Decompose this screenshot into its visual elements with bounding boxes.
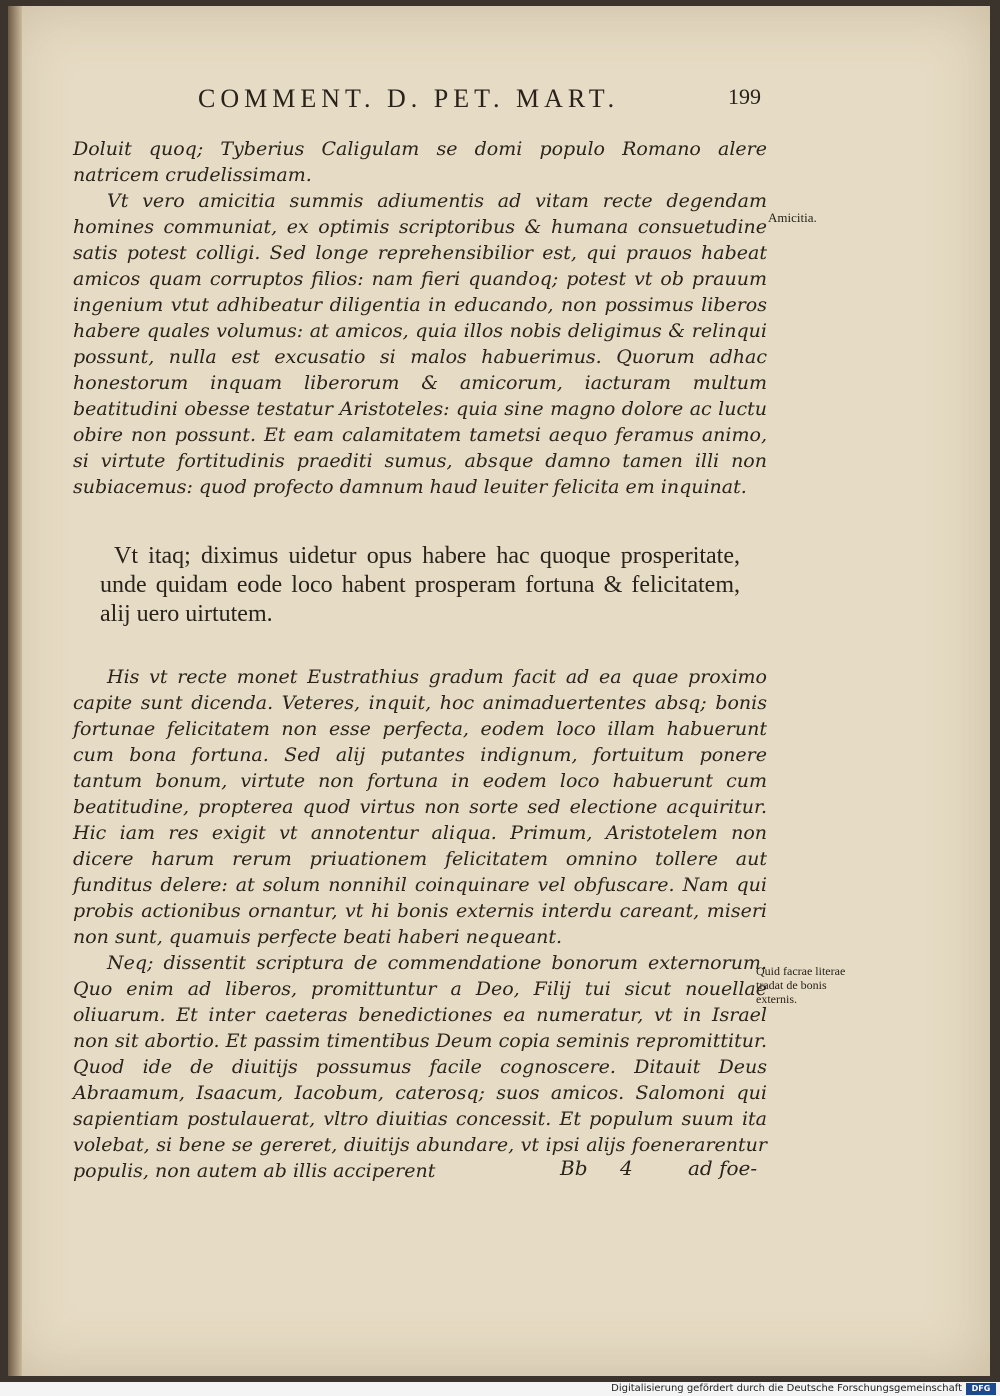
commentary-bottom (73, 664, 767, 1184)
margin-note-amicitia: Amicitia. (768, 210, 817, 225)
paragraph-1: Doluit quoq; Tyberius Caligulam se domi populo Romano alere natricem crudelissimam. (73, 138, 767, 186)
signature-number: 4 (620, 1156, 633, 1180)
catchword: ad foe- (688, 1156, 758, 1180)
commentary-top (73, 136, 767, 500)
paragraph-2: Vt vero amicitia summis adiumentis ad vitam recte degendam homines communiat, ex optimis scriptoribus & humana consuetudine satis potest colligi. Sed longe reprehensibilior est, qui prauos habeat amicos quam corruptos filios: nam fieri quandoq; potest vt ob prauum ingenium vtut adhibeatur diligentia in educando, non possimus liberos habere quales volumus: at amicos, quia illos nobis deligimus & relinqui possunt, nulla est excusatio si malos habuerimus. Quorum adhac honestorum inquam liberorum & amicorum, iacturam multum beatitudini obesse testatur Aristoteles: quia sine magno dolore ac luctu obire non possunt. Et eam calamitatem tametsi aequo feramus animo, si virtute fortitudinis praediti sumus, absque damno tamen illi non subiacemus: quod profecto damnum haud leuiter felicita em inquinat. (73, 190, 767, 498)
funding-credit: Digitalisierung gefördert durch die Deutsche Forschungsgemeinschaft (611, 1383, 962, 1394)
footer-bar (0, 1382, 1000, 1396)
running-header: COMMENT. D. PET. MART. (198, 84, 620, 113)
margin-note-quid-facrae: Quid facrae literae tradat de bonis externis. (756, 964, 846, 1006)
paragraph-4: Neq; dissentit scriptura de commendatione bonorum externorum. Quo enim ad liberos, promittuntur a Deo, Filij tui sicut nouellae oliuarum. Et inter caeteras benedictiones ea numeratur, vt in Israel non sit abortio. Et passim timentibus Deum copia seminis repromittitur. Quod ide de diuitijs possumus facile cognoscere. Ditauit Deus Abraamum, Isaacum, Iacobum, caterosq; suos amicos. Salomoni qui sapientiam postulauerat, vltro diuitias concessit. Et populum suum ita volebat, si bene se gereret, diuitijs abundare, vt ipsi alijs foenerarentur populis, non autem ab illis acciperent (73, 952, 767, 1182)
signature-mark: Bb (560, 1156, 588, 1180)
page-number: 199 (728, 84, 761, 109)
aristotle-text-quote: Vt itaq; diximus uidetur opus habere hac quoque prosperitate, unde quidam eode loco habent prosperam fortuna & felicitatem, alij uero uirtutem. (100, 543, 740, 627)
book-page (8, 6, 990, 1376)
dfg-logo-icon: DFG (966, 1383, 996, 1395)
paragraph-3: His vt recte monet Eustrathius gradum facit ad ea quae proximo capite sunt dicenda. Veteres, inquit, hoc animaduertentes absq; bonis fortunae felicitatem non esse perfecta, eodem loco illam habuerunt cum bona fortuna. Sed alij putantes indignum, fortuitum ponere tantum bonum, virtute non fortuna in eodem loco habuerunt cum beatitudine, propterea quod virtus non sorte sed electione acquiritur. Hic iam res exigit vt annotentur aliqua. Primum, Aristotelem non dicere harum rerum priuationem felicitatem omnino tollere aut funditus delere: at solum nonnihil coinquinare vel obfuscare. Nam qui probis actionibus ornantur, vt hi bonis externis interdu careant, miseri non sunt, quamuis perfecte beati haberi nequeant. (73, 666, 767, 948)
